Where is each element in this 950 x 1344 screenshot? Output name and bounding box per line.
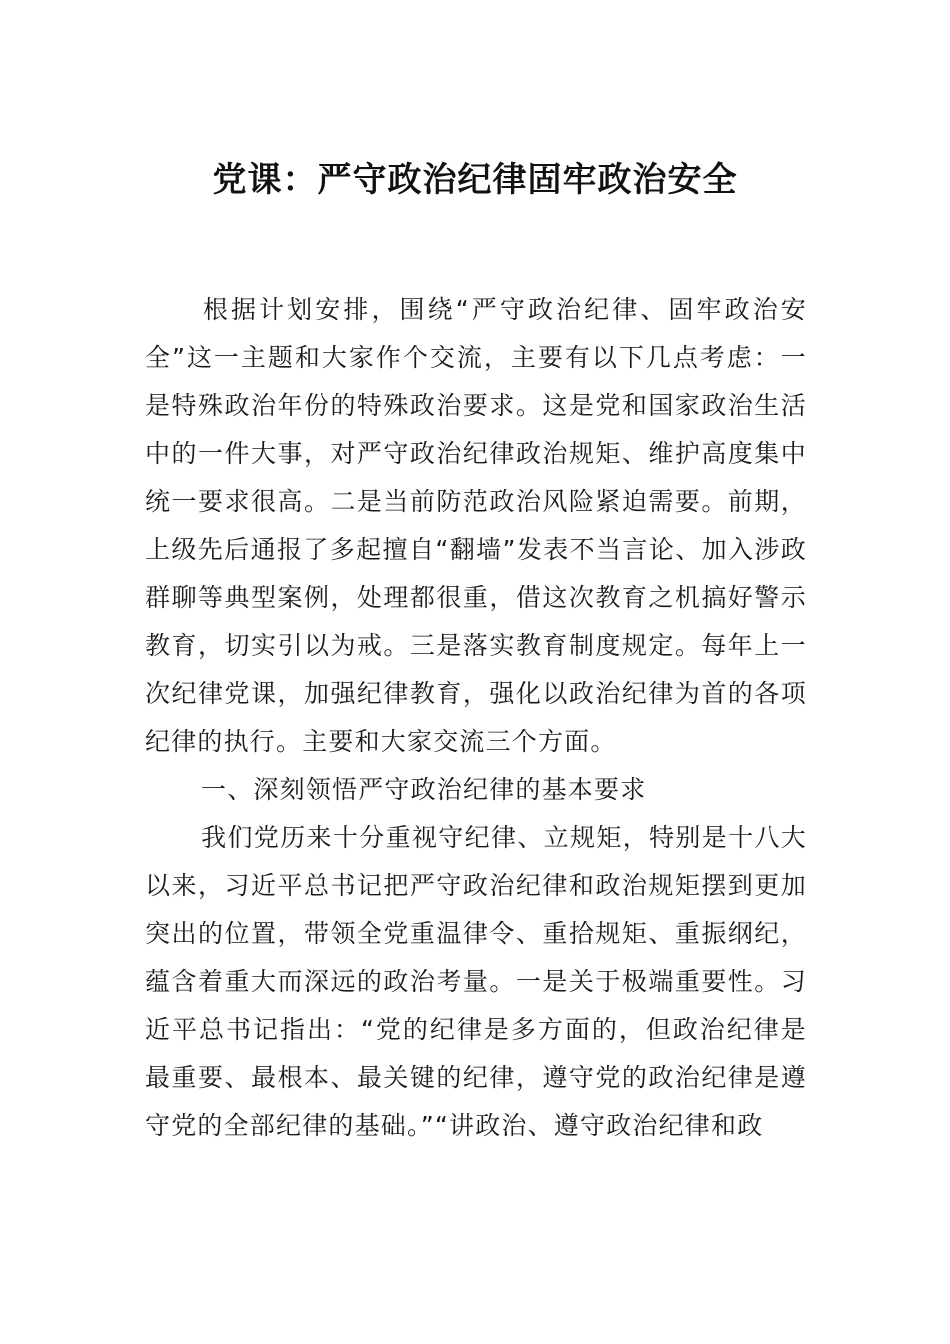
section-heading-1 (145, 766, 807, 814)
document-body (145, 286, 807, 1150)
document-title: 党课：严守政治纪律固牢政治安全 (212, 160, 738, 200)
paragraph-section-1-text: 我们党历来十分重视守纪律、立规矩，特别是十八大以来，习近平总书记把严守政治纪律和政治规矩摆到更加突出的位置，带领全党重温律令、重拾规矩、重振纲纪，蕴含着重大而深远的政治考量。一是关于极端重要性。习近平总书记指出：“党的纪律是多方面的，但政治纪律是最重要、最根本、最关键的纪律，遵守党的政治纪律是遵守党的全部纪律的基础。”“讲政治、遵守政治纪律和政 (145, 823, 807, 1140)
paragraph-intro (145, 286, 807, 766)
section-heading-1-text: 一、深刻领悟严守政治纪律的基本要求 (201, 775, 647, 804)
paragraph-intro-text: 根据计划安排，围绕“严守政治纪律、固牢政治安全”这一主题和大家作个交流，主要有以下几点考虑：一是特殊政治年份的特殊政治要求。这是党和国家政治生活中的一件大事，对严守政治纪律政治规矩、维护高度集中统一要求很高。二是当前防范政治风险紧迫需要。前期，上级先后通报了多起擅自“翻墙”发表不当言论、加入涉政群聊等典型案例，处理都很重，借这次教育之机搞好警示教育，切实引以为戒。三是落实教育制度规定。每年上一次纪律党课，加强纪律教育，强化以政治纪律为首的各项纪律的执行。主要和大家交流三个方面。 (145, 295, 807, 756)
paragraph-section-1 (145, 814, 807, 1150)
